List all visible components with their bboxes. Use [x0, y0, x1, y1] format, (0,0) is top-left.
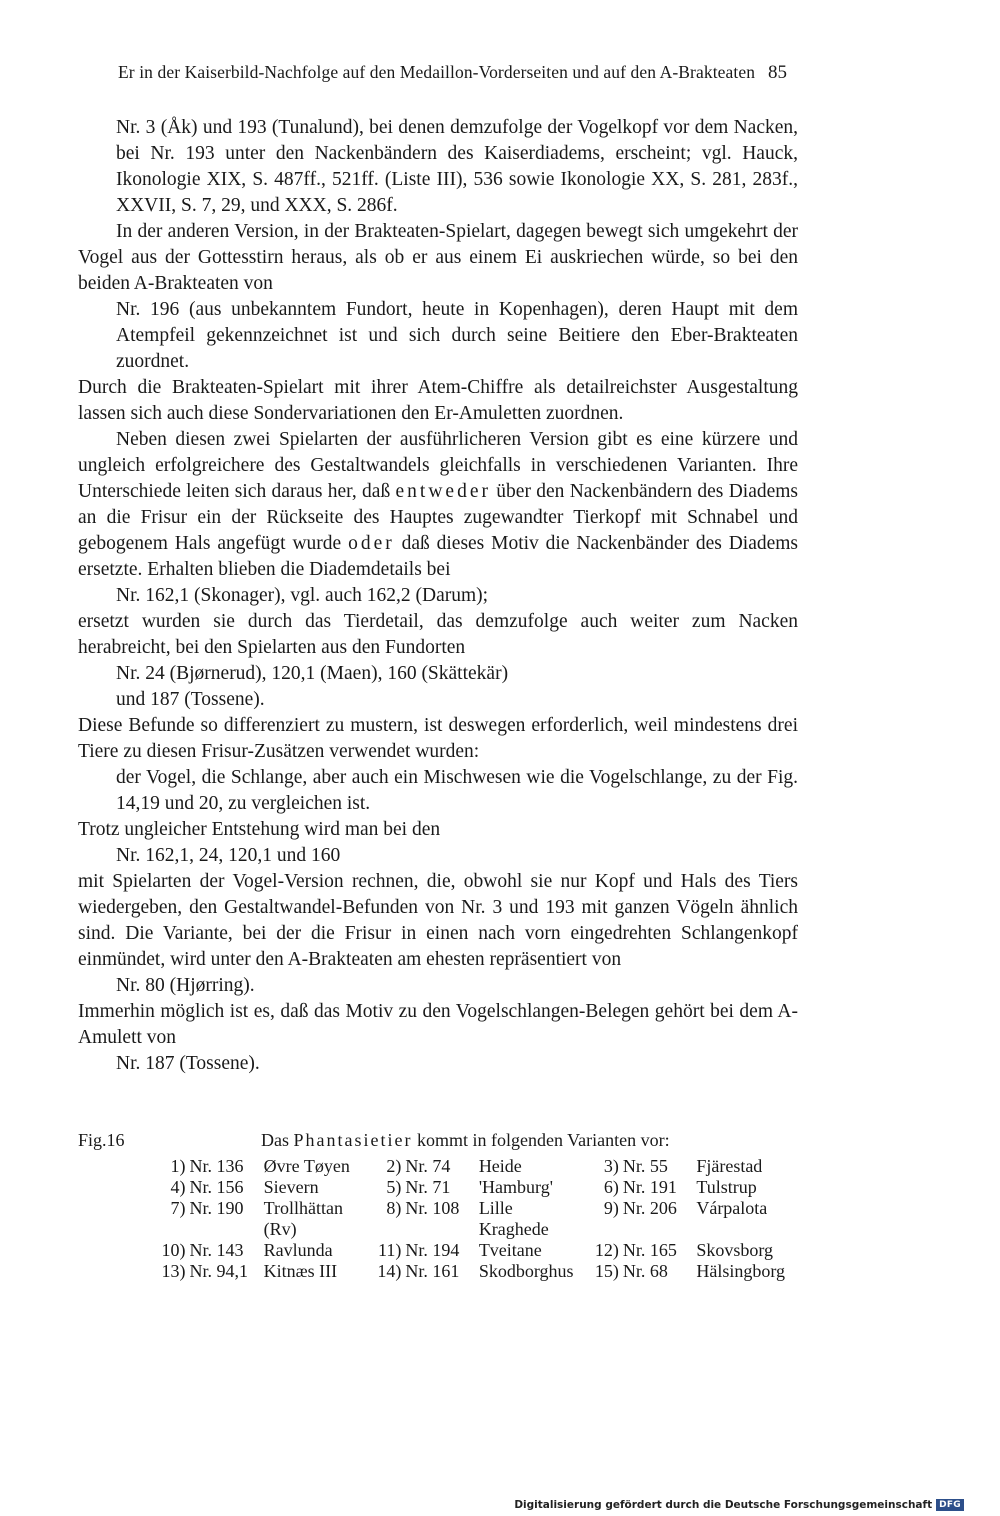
cited-item: Nr. 3 (Åk) und 193 (Tunalund), bei denen demzufolge der Vogelkopf vor dem Nacken, bei Nr. 193 unter den Nackenbändern des Kaiserdiadems, erscheint; vgl. Hauck, Ikonologie XIX, S. 487ff., 521ff. (Liste III), 536 sowie Ikonologie XX, S. 281, 283f., XXVII, S. 7, 29, und XXX, S. 286f. — [116, 117, 798, 216]
variant-index: 7) — [170, 1198, 186, 1218]
cited-item: Nr. 24 (Bjørnerud), 120,1 (Maen), 160 (Skättekär) — [116, 663, 509, 684]
variant-number: Nr. 55 — [622, 1156, 668, 1176]
variant-findspot: Hälsingborg — [696, 1261, 785, 1281]
variants-table-body — [148, 1156, 798, 1282]
paragraph: Trotz ungleicher Entstehung wird man bei den — [78, 819, 441, 840]
variant-index: 13) — [161, 1261, 186, 1281]
digitization-credit — [514, 1499, 964, 1511]
spaced-emphasis: oder — [348, 533, 395, 554]
page-number: 85 — [768, 62, 787, 83]
variant-number: Nr. 156 — [189, 1177, 244, 1197]
variant-findspot: Ravlunda — [263, 1240, 333, 1260]
variant-findspot: Kitnæs III — [263, 1261, 338, 1281]
variant-index: 14) — [377, 1261, 402, 1281]
text-run: daß dieses Motiv die Nackenbänder des Diadems ersetzte. Erhalten blieben die Diademdetails bei — [78, 533, 799, 580]
variants-table — [148, 1156, 798, 1282]
variant-index: 10) — [161, 1240, 186, 1260]
caption-text: kommt in folgenden Varianten vor: — [416, 1130, 670, 1150]
variant-number: Nr. 68 — [622, 1261, 668, 1281]
variant-findspot: 'Hamburg' — [478, 1177, 553, 1197]
variant-number: Nr. 190 — [189, 1198, 244, 1218]
cited-item: und 187 (Tossene). — [116, 689, 265, 710]
paragraph: Diese Befunde so differenziert zu mustern, ist deswegen erforderlich, weil mindestens drei Tiere zu diesen Frisur-Zusätzen verwendet wurden: — [78, 715, 798, 762]
paragraph: mit Spielarten der Vogel-Version rechnen, die, obwohl sie nur Kopf und Hals des Tiers wiedergeben, den Gestaltwandel-Befunden von Nr. 3 und 193 mit ganzen Vögeln ähnlich sind. Die Variante, bei der die Frisur in einen nach vorn eingedrehten Schlangenkopf einmündet, wird unter den A-Brakteaten am ehesten repräsentiert von — [78, 871, 798, 970]
variant-findspot: Skovsborg — [696, 1240, 774, 1260]
variant-number: Nr. 161 — [405, 1261, 460, 1281]
cited-item: der Vogel, die Schlange, aber auch ein Mischwesen wie die Vogelschlange, zu der Fig. 14,19 und 20, zu vergleichen ist. — [116, 767, 798, 814]
variant-index: 9) — [603, 1198, 619, 1218]
cited-item: Nr. 187 (Tossene). — [116, 1053, 260, 1074]
variant-number: Nr. 94,1 — [189, 1261, 249, 1281]
variant-findspot: Lille Kraghede — [478, 1198, 549, 1239]
variant-index: 5) — [386, 1177, 402, 1197]
variant-index: 6) — [603, 1177, 619, 1197]
cited-item: Nr. 162,1, 24, 120,1 und 160 — [116, 845, 341, 866]
variant-index: 1) — [170, 1156, 186, 1176]
variant-index: 8) — [386, 1198, 402, 1218]
variant-number: Nr. 74 — [405, 1156, 451, 1176]
variant-index: 12) — [594, 1240, 619, 1260]
variant-number: Nr. 143 — [189, 1240, 244, 1260]
caption-text: Das — [261, 1130, 289, 1150]
variant-findspot: Tveitane — [478, 1240, 542, 1260]
body-text — [78, 115, 798, 1077]
running-head: Er in der Kaiserbild-Nachfolge auf den Medaillon-Vorderseiten und auf den A-Brakteaten — [118, 62, 756, 82]
text-run: über den Nackenbändern des Diadems an die Frisur ein der Rückseite des Hauptes zugewandter Tierkopf mit Schnabel und gebogenem Hals angefügt wurde — [78, 481, 799, 554]
variant-row — [148, 1177, 798, 1198]
variant-row — [148, 1198, 798, 1240]
credit-text: Digitalisierung gefördert durch die Deutsche Forschungsgemeinschaft — [514, 1499, 933, 1511]
paragraph — [78, 427, 798, 583]
variant-findspot: Fjärestad — [696, 1156, 763, 1176]
variant-index: 2) — [386, 1156, 402, 1176]
variant-findspot: Tulstrup — [696, 1177, 757, 1197]
variant-row — [148, 1261, 798, 1282]
variant-findspot: Sievern — [263, 1177, 319, 1197]
variant-index: 3) — [603, 1156, 619, 1176]
variant-findspot: Trollhättan (Rv) — [263, 1198, 344, 1239]
variant-findspot: Heide — [478, 1156, 522, 1176]
variant-number: Nr. 136 — [189, 1156, 244, 1176]
variant-number: Nr. 191 — [622, 1177, 677, 1197]
variant-findspot: Skodborghus — [478, 1261, 574, 1281]
variant-number: Nr. 206 — [622, 1198, 677, 1218]
variant-index: 15) — [594, 1261, 619, 1281]
variant-row — [148, 1156, 798, 1177]
variant-number: Nr. 165 — [622, 1240, 677, 1260]
paragraph: Durch die Brakteaten-Spielart mit ihrer Atem-Chiffre als detailreichster Ausgestaltung lassen sich auch diese Sondervariationen den Er-Amuletten zuordnen. — [78, 377, 798, 424]
paragraph: Immerhin möglich ist es, daß das Motiv zu den Vogelschlangen-Belegen gehört bei dem A-Amulett von — [78, 1001, 798, 1048]
figure-caption — [261, 1130, 670, 1151]
spaced-emphasis: entweder — [395, 481, 491, 502]
caption-spaced: Phantasietier — [293, 1130, 413, 1150]
variant-index: 11) — [378, 1240, 402, 1260]
variant-row — [148, 1240, 798, 1261]
paragraph: ersetzt wurden sie durch das Tierdetail, das demzufolge auch weiter zum Nacken herabreicht, bei den Spielarten aus den Fundorten — [78, 611, 798, 658]
text-run: Neben diesen zwei Spielarten der ausführlicheren Version gibt es eine kürzere und ungleich erfolgreichere des Gestaltwandels gleichfalls in verschiedenen Varianten. Ihre Unterschiede leiten sich daraus her, daß — [78, 429, 798, 502]
variant-number: Nr. 194 — [405, 1240, 460, 1260]
dfg-logo: DFG — [936, 1499, 964, 1511]
variant-findspot: Øvre Tøyen — [263, 1156, 350, 1176]
cited-item: Nr. 196 (aus unbekanntem Fundort, heute in Kopenhagen), deren Haupt mit dem Atempfeil gekennzeichnet ist und sich durch seine Beitiere den Eber-Brakteaten zuordnet. — [116, 299, 798, 372]
paragraph: In der anderen Version, in der Brakteaten-Spielart, dagegen bewegt sich umgekehrt der Vogel aus der Gottesstirn heraus, als ob er aus einem Ei auskriechen würde, so bei den beiden A-Brakteaten von — [78, 221, 798, 294]
cited-item: Nr. 162,1 (Skonager), vgl. auch 162,2 (Darum); — [116, 585, 489, 606]
variant-number: Nr. 108 — [405, 1198, 460, 1218]
variant-number: Nr. 71 — [405, 1177, 451, 1197]
variant-index: 4) — [170, 1177, 186, 1197]
variant-findspot: Várpalota — [696, 1198, 768, 1218]
figure-label: Fig.16 — [78, 1130, 125, 1150]
cited-item: Nr. 80 (Hjørring). — [116, 975, 255, 996]
